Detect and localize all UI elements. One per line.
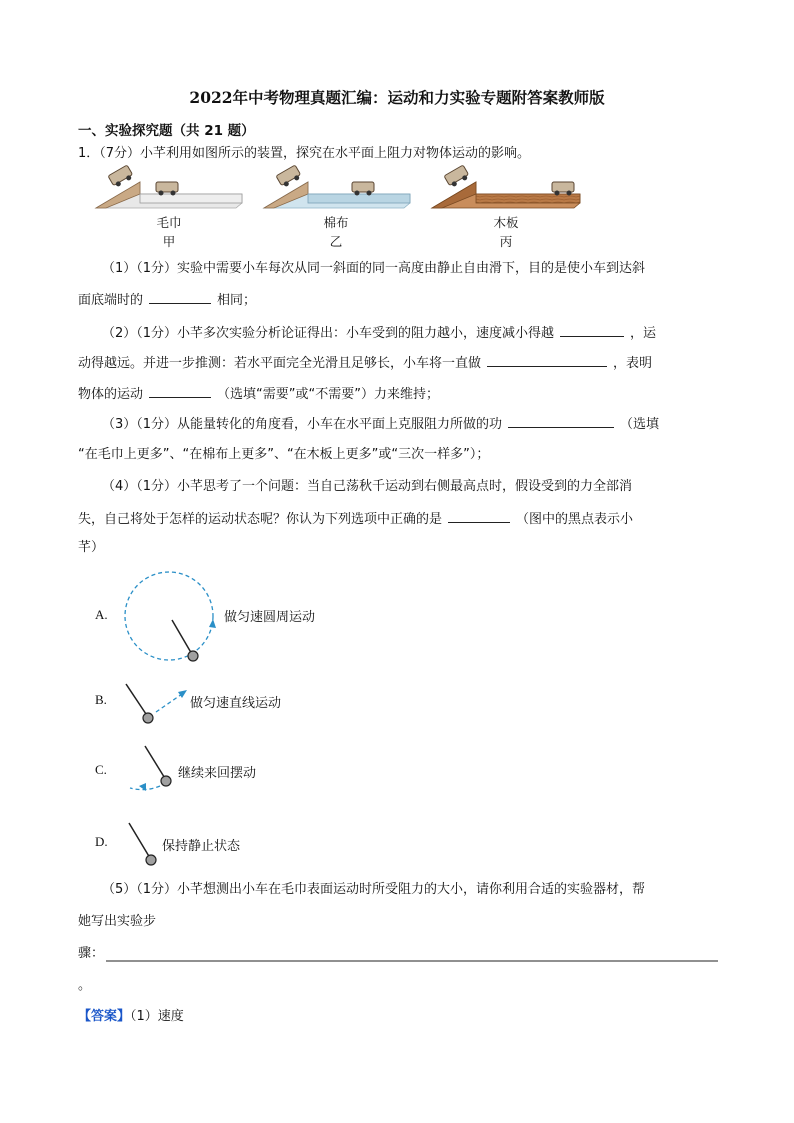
figure-tag-jia: 甲 <box>162 234 176 249</box>
option-c-letter[interactable]: C. <box>95 762 107 777</box>
part4-line1: （4）（1分）小芊思考了一个问题：当自己荡秋千运动到右侧最高点时，假设受到的力全部消 <box>102 479 633 494</box>
ramp-wood-figure <box>432 165 580 208</box>
question-stem: 1．（7分）小芊利用如图所示的装置，探究在水平面上阻力对物体运动的影响。 <box>78 146 531 161</box>
part4-line2: 失，自己将处于怎样的运动状态呢？你认为下列选项中正确的是 （图中的黑点表示小 <box>78 508 633 530</box>
ramp-towel-figure <box>96 165 242 208</box>
blank-6[interactable] <box>448 508 510 523</box>
ramp-cotton-figure <box>264 165 410 208</box>
answer-line-text <box>78 1007 184 1027</box>
part5-line2: 她写出实验步 <box>78 914 157 929</box>
option-a-letter[interactable]: A. <box>95 607 108 622</box>
answer-text: （1）速度 <box>130 1009 184 1024</box>
part5-line3: 骤： <box>78 946 105 961</box>
cart-icon <box>352 182 374 196</box>
blank-4[interactable] <box>149 383 211 398</box>
option-b-letter[interactable]: B. <box>95 692 107 707</box>
part5-line4: 。 <box>78 978 92 993</box>
option-a-text: 做匀速圆周运动 <box>224 610 316 625</box>
part3-line2: “在毛巾上更多”、“在棉布上更多”、“在木板上更多”或“三次一样多”）； <box>78 447 490 462</box>
part5-line1: （5）（1分）小芊想测出小车在毛巾表面运动时所受阻力的大小，请你利用合适的实验器材，帮 <box>102 882 646 897</box>
part2-line1: （2）（1分）小芊多次实验分析论证得出：小车受到的阻力越小，速度减小得越 ，运 <box>102 322 656 344</box>
option-b-diagram <box>126 684 187 723</box>
cart-icon <box>276 165 302 189</box>
cart-icon <box>156 182 178 196</box>
blank-3[interactable] <box>487 352 607 367</box>
figure-tag-yi: 乙 <box>329 234 343 249</box>
section-heading: 一、实验探究题（共 21 题） <box>78 123 255 139</box>
option-c-text: 继续来回摆动 <box>178 766 257 781</box>
option-d-letter[interactable]: D. <box>95 834 108 849</box>
cart-icon <box>444 165 470 189</box>
figure-label-wood: 木板 <box>493 215 519 230</box>
blank-2[interactable] <box>560 322 624 337</box>
figure-tag-bing: 丙 <box>499 234 513 249</box>
answer-tag: 【答案】 <box>78 1009 131 1024</box>
part1-line2: 面底端时的 相同； <box>78 289 256 311</box>
part4-line3: 芊） <box>78 540 105 555</box>
option-d-diagram <box>129 823 156 865</box>
figure-label-towel: 毛巾 <box>156 215 182 230</box>
part1-line1: （1）（1分）实验中需要小车每次从同一斜面的同一高度由静止自由滑下，目的是使小车到达斜 <box>102 261 646 276</box>
part3-line1: （3）（1分）从能量转化的角度看，小车在水平面上克服阻力所做的功 （选填 <box>102 413 659 435</box>
part2-line2: 动得越远。并进一步推测：若水平面完全光滑且足够长，小车将一直做 ，表明 <box>78 352 652 374</box>
part2-line3: 物体的运动 （选填“需要”或“不需要”）力来维持； <box>78 383 439 405</box>
page-title: 2022年中考物理真题汇编：运动和力实验专题附答案教师版 <box>189 88 605 107</box>
cart-icon <box>552 182 574 196</box>
blank-1[interactable] <box>149 289 211 304</box>
option-d-text: 保持静止状态 <box>162 839 241 854</box>
cart-icon <box>108 165 134 189</box>
option-b-text: 做匀速直线运动 <box>190 696 282 711</box>
figure-label-cotton: 棉布 <box>323 215 349 230</box>
option-a-diagram <box>125 572 216 661</box>
blank-5[interactable] <box>508 413 614 428</box>
option-c-diagram <box>130 746 171 791</box>
